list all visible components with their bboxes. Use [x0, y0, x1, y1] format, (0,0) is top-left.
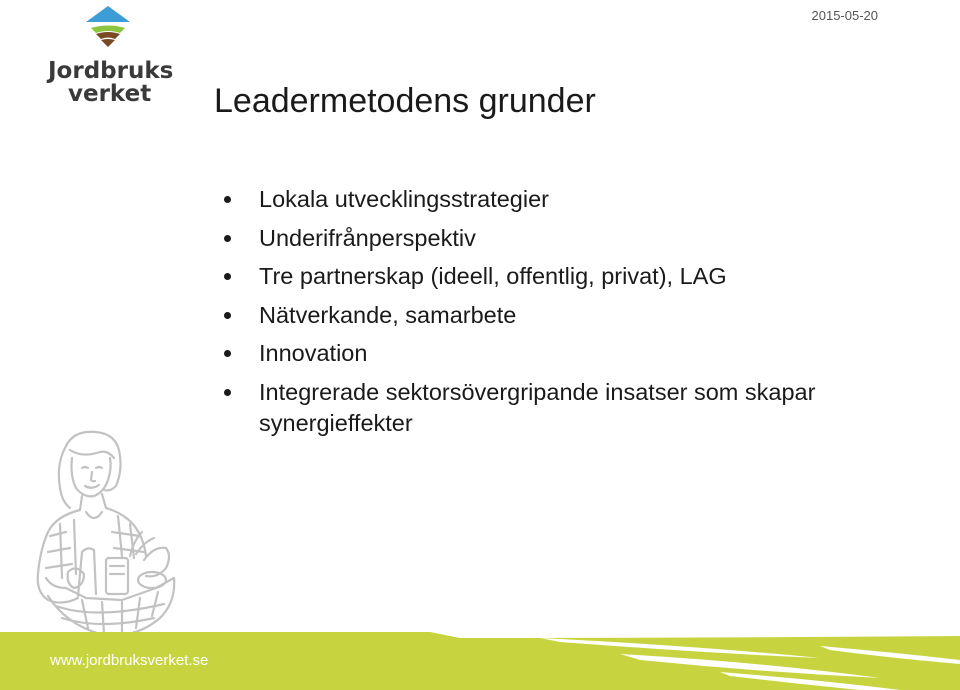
bullet-list — [222, 184, 842, 446]
logo-wordmark-line1: Jordbruks — [48, 58, 174, 84]
bullet-dot-icon — [224, 273, 231, 280]
woman-with-grocery-basket-illustration — [26, 428, 186, 643]
jordbruksverket-logo — [44, 2, 174, 106]
bullet-dot-icon — [224, 312, 231, 319]
slide-title: Leadermetodens grunder — [214, 82, 596, 120]
slide-date: 2015-05-20 — [811, 8, 878, 23]
bullet-text: Nätverkande, samarbete — [259, 301, 517, 328]
bullet-text: Tre partnerskap (ideell, offentlig, privat), LAG — [259, 263, 727, 289]
bullet-item — [222, 223, 842, 254]
logo-wordmark-line2: verket — [68, 81, 152, 106]
bullet-item — [222, 184, 842, 215]
bullet-item — [222, 377, 842, 439]
footer-website-link[interactable]: www.jordbruksverket.se — [50, 652, 209, 669]
bullet-dot-icon — [224, 389, 231, 396]
bullet-text: Innovation — [259, 340, 368, 366]
woman-with-grocery-basket-icon — [26, 428, 186, 643]
bullet-dot-icon — [224, 350, 231, 357]
bullet-text: Lokala utvecklingsstrategier — [259, 186, 549, 212]
bullet-text: Underifrånperspektiv — [259, 224, 476, 251]
bullet-dot-icon — [224, 196, 231, 203]
bullet-item — [222, 300, 842, 331]
bullet-item — [222, 261, 842, 292]
diamond-landscape-logo-icon — [44, 2, 174, 106]
bullet-text: Integrerade sektorsövergripande insatser som skapar synergieffekter — [259, 378, 816, 436]
bullet-dot-icon — [224, 235, 231, 242]
bullet-item — [222, 338, 842, 369]
